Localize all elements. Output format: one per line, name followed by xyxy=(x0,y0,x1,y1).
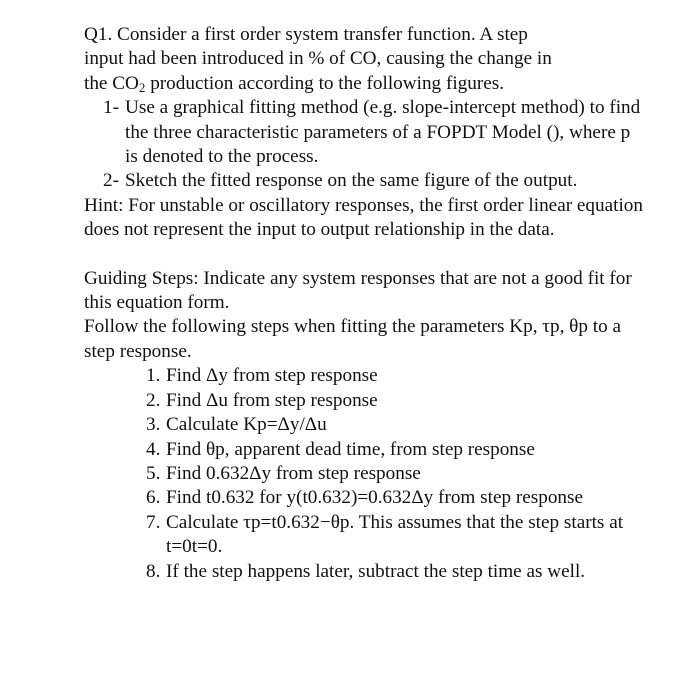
step-number: 3. xyxy=(146,414,161,436)
step-item-6 xyxy=(84,486,644,510)
step-text: Find θp, apparent dead time, from step response xyxy=(166,438,535,460)
hint-paragraph: Hint: For unstable or oscillatory responses, the first order linear equation does not represent the input to output relationship in the data. xyxy=(84,194,643,241)
step-text: Find 0.632Δy from step response xyxy=(166,462,421,484)
step-number: 4. xyxy=(146,438,161,460)
step-item-8 xyxy=(84,560,644,584)
task-text: Use a graphical fitting method (e.g. slope-intercept method) to find the three characteristic parameters of a FOPDT Model (), where p is denoted to the process. xyxy=(125,97,641,168)
step-text: Calculate τp=t0.632−θp. This assumes that the step starts at t=0t=0. xyxy=(166,511,624,558)
step-number: 5. xyxy=(146,462,161,484)
task-list xyxy=(84,96,644,194)
guiding-intro: Guiding Steps: Indicate any system responses that are not a good fit for this equation form. xyxy=(84,267,632,314)
document-page xyxy=(84,23,644,584)
question-line-2: input had been introduced in % of CO, causing the change in xyxy=(84,48,552,70)
step-item-5 xyxy=(84,462,644,486)
step-text: Find Δu from step response xyxy=(166,389,378,411)
paragraph-gap xyxy=(84,243,644,267)
question-line-3 xyxy=(84,72,644,96)
step-item-3 xyxy=(84,413,644,437)
task-item-2 xyxy=(84,169,644,193)
guiding-follow: Follow the following steps when fitting the parameters Kp, τp, θp to a step response. xyxy=(84,316,622,362)
steps-list xyxy=(84,364,644,584)
step-item-7 xyxy=(84,511,644,560)
step-number: 8. xyxy=(146,560,161,582)
step-number: 6. xyxy=(146,487,161,509)
question-line-3-pre: the CO xyxy=(84,72,139,94)
question-line-3-post: production according to the following figures. xyxy=(145,72,505,94)
step-item-1 xyxy=(84,364,644,388)
step-number: 1. xyxy=(146,365,161,387)
step-text: Calculate Kp=Δy/Δu xyxy=(166,414,327,436)
step-text: Find t0.632 for y(t0.632)=0.632Δy from step response xyxy=(166,487,583,509)
step-item-2 xyxy=(84,389,644,413)
co2-subscript: 2 xyxy=(138,79,146,95)
step-text: Find Δy from step response xyxy=(166,365,378,387)
step-number: 7. xyxy=(146,511,161,533)
task-item-1 xyxy=(84,96,644,169)
step-number: 2. xyxy=(146,389,161,411)
task-text: Sketch the fitted response on the same figure of the output. xyxy=(125,170,578,192)
task-number: 1- xyxy=(103,97,119,119)
step-text: If the step happens later, subtract the step time as well. xyxy=(166,560,586,582)
task-number: 2- xyxy=(103,170,119,192)
step-item-4 xyxy=(84,438,644,462)
question-line-1: Q1. Consider a first order system transfer function. A step xyxy=(84,24,528,45)
